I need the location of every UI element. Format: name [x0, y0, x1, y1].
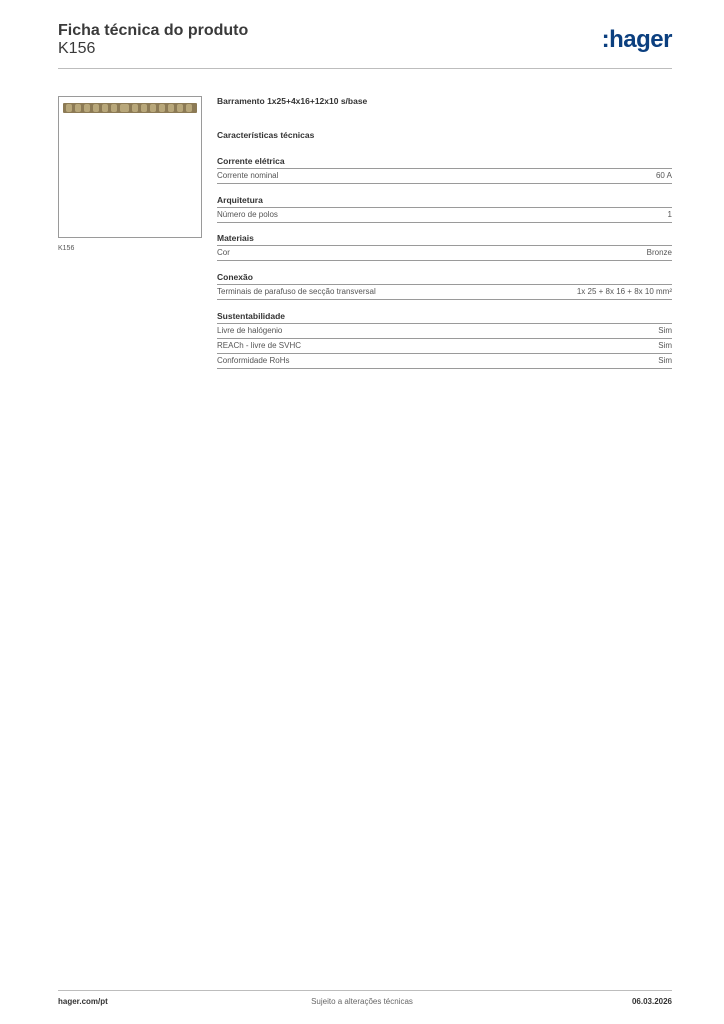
spec-label: Conformidade RoHs — [217, 356, 290, 365]
spec-label: Livre de halógenio — [217, 326, 283, 335]
spec-value: 60 A — [655, 171, 672, 180]
spec-value: Sim — [658, 341, 672, 350]
image-caption: K156 — [58, 245, 75, 252]
footer-date: 06.03.2026 — [631, 997, 672, 1006]
section-title: Arquitetura — [217, 195, 672, 208]
spec-label: Terminais de parafuso de secção transversal — [217, 287, 376, 296]
section-title: Conexão — [217, 272, 672, 285]
section-title: Sustentabilidade — [217, 311, 672, 324]
spec-row — [217, 169, 672, 184]
specs-heading: Características técnicas — [217, 130, 315, 140]
spec-row — [217, 339, 672, 354]
section-title: Corrente elétrica — [217, 156, 672, 169]
spec-row — [217, 285, 672, 300]
footer-divider — [58, 990, 672, 991]
document-title: Ficha técnica do produto — [58, 22, 249, 39]
spec-label: REACh - livre de SVHC — [217, 341, 302, 350]
busbar-image — [63, 103, 197, 113]
footer-notice: Sujeito a alterações técnicas — [311, 997, 413, 1006]
spec-value: Sim — [658, 326, 672, 335]
spec-label: Cor — [217, 248, 230, 257]
logo-text: hager — [609, 26, 672, 53]
product-code: K156 — [58, 40, 96, 57]
header-divider — [58, 68, 672, 69]
section-corrente-eletrica — [217, 156, 672, 184]
spec-label: Número de polos — [217, 210, 278, 219]
product-image-frame — [58, 96, 202, 238]
hager-logo: :hager — [601, 26, 672, 53]
page-header — [58, 20, 672, 68]
section-conexao — [217, 272, 672, 300]
spec-row — [217, 208, 672, 223]
spec-row — [217, 324, 672, 339]
spec-row — [217, 246, 672, 261]
spec-value: Bronze — [646, 248, 672, 257]
spec-value: Sim — [658, 356, 672, 365]
spec-value: 1 — [667, 210, 672, 219]
product-title: Barramento 1x25+4x16+12x10 s/base — [217, 96, 368, 106]
spec-value: 1x 25 + 8x 16 + 8x 10 mm² — [576, 287, 672, 296]
section-sustentabilidade — [217, 311, 672, 369]
section-title: Materiais — [217, 233, 672, 246]
spec-label: Corrente nominal — [217, 171, 279, 180]
section-arquitetura — [217, 195, 672, 223]
footer-website-link[interactable]: hager.com/pt — [58, 997, 108, 1006]
section-materiais — [217, 233, 672, 261]
spec-row — [217, 354, 672, 369]
